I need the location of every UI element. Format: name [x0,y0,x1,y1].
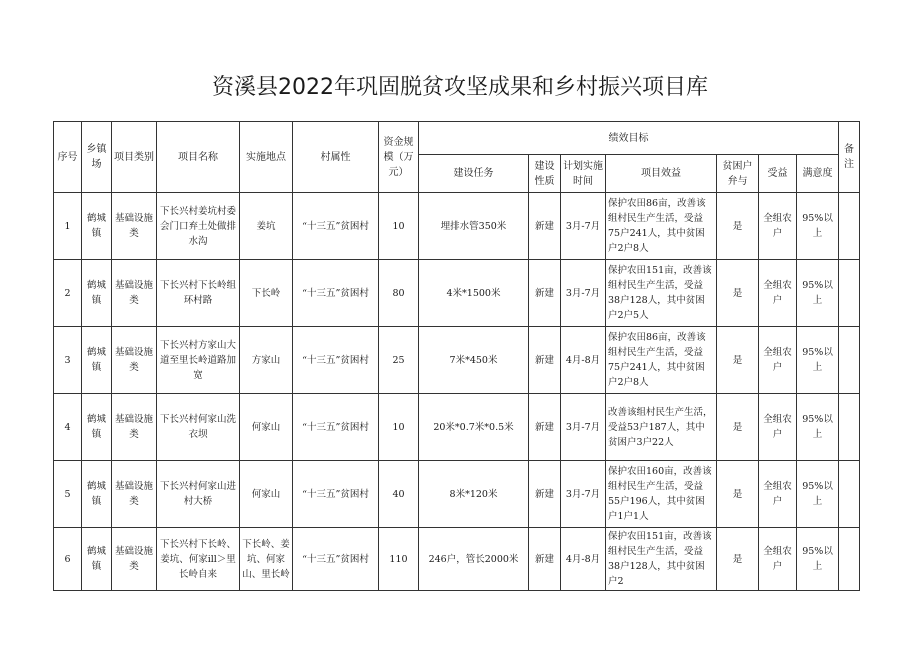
cell-name: 下长兴村方家山大道至里长岭道路加宽 [157,327,240,394]
cell-category: 基础设施类 [112,193,157,260]
table-row [54,461,860,528]
cell-schedule: 3月-7月 [561,193,606,260]
cell-schedule: 4月-8月 [561,528,606,591]
header-satisfaction: 满意度 [797,155,839,193]
cell-town: 鹤城镇 [82,327,112,394]
cell-task: 埋排水管350米 [419,193,529,260]
cell-town: 鹤城镇 [82,260,112,327]
cell-benefit: 保护农田151亩，改善该组村民生产生活，受益38户128人，其中贫困户2户5人 [606,260,717,327]
cell-funds: 110 [379,528,419,591]
header-name: 项目名称 [157,122,240,193]
header-category: 项目类别 [112,122,157,193]
cell-location: 姜坑 [240,193,293,260]
cell-poor: 是 [717,461,759,528]
cell-beneficiary: 全组农户 [759,394,797,461]
table-row [54,394,860,461]
cell-village-attr: “十三五”贫困村 [293,260,379,327]
project-table [53,121,860,591]
cell-satisfaction: 95%以上 [797,528,839,591]
page-title: 资溪县2022年巩固脱贫攻坚成果和乡村振兴项目库 [212,75,708,100]
cell-task: 246户，管长2000米 [419,528,529,591]
cell-remarks [839,394,860,461]
cell-satisfaction: 95%以上 [797,327,839,394]
cell-satisfaction: 95%以上 [797,193,839,260]
header-benefit: 项目效益 [606,155,717,193]
cell-funds: 40 [379,461,419,528]
cell-category: 基础设施类 [112,327,157,394]
cell-category: 基础设施类 [112,394,157,461]
cell-beneficiary: 全组农户 [759,260,797,327]
cell-poor: 是 [717,394,759,461]
header-funds: 资金规模（万元） [379,122,419,193]
cell-location: 下长岭 [240,260,293,327]
cell-category: 基础设施类 [112,461,157,528]
table-row [54,528,860,591]
cell-village-attr: “十三五”贫困村 [293,394,379,461]
cell-remarks [839,260,860,327]
cell-benefit: 保护农田86亩，改善该组村民生产生活，受益75户241人，其中贫困户2户8人 [606,193,717,260]
header-beneficiary: 受益 [759,155,797,193]
cell-funds: 10 [379,394,419,461]
cell-location: 何家山 [240,394,293,461]
header-goals: 绩效目标 [419,122,839,155]
header-poor-household: 贫困户弁与 [717,155,759,193]
cell-town: 鹤城镇 [82,528,112,591]
cell-poor: 是 [717,528,759,591]
cell-poor: 是 [717,327,759,394]
cell-category: 基础设施类 [112,528,157,591]
cell-name: 下长兴村下长岭组环村路 [157,260,240,327]
cell-village-attr: “十三五”贫困村 [293,327,379,394]
cell-benefit: 保护农田151亩，改善该组村民生产生活，受益38户128人，其中贫困户2 [606,528,717,591]
cell-satisfaction: 95%以上 [797,461,839,528]
cell-funds: 25 [379,327,419,394]
header-seq: 序号 [54,122,82,193]
cell-nature: 新建 [529,461,561,528]
cell-seq: 4 [54,394,82,461]
cell-schedule: 3月-7月 [561,394,606,461]
cell-satisfaction: 95%以上 [797,260,839,327]
cell-seq: 2 [54,260,82,327]
table-row [54,193,860,260]
table-row [54,260,860,327]
cell-poor: 是 [717,193,759,260]
cell-location: 下长岭、姜坑、何家山、里长岭 [240,528,293,591]
cell-benefit: 改善该组村民生产生活，受益53户187人，其中贫困户3户22人 [606,394,717,461]
cell-location: 方家山 [240,327,293,394]
cell-benefit: 保护农田86亩，改善该组村民生产生活，受益75户241人，其中贫困户2户8人 [606,327,717,394]
cell-nature: 新建 [529,327,561,394]
cell-beneficiary: 全组农户 [759,461,797,528]
cell-name: 下长兴村下长岭、姜坑、何家ill＞里长岭自来 [157,528,240,591]
cell-town: 鹤城镇 [82,394,112,461]
cell-beneficiary: 全组农户 [759,327,797,394]
cell-benefit: 保护农田160亩，改善该组村民生产生活，受益55户196人，其中贫困户1户1人 [606,461,717,528]
cell-town: 鹤城镇 [82,461,112,528]
cell-beneficiary: 全组农户 [759,528,797,591]
cell-beneficiary: 全组农户 [759,193,797,260]
cell-schedule: 4月-8月 [561,327,606,394]
cell-funds: 10 [379,193,419,260]
cell-task: 7米*450米 [419,327,529,394]
header-row [54,122,860,155]
cell-village-attr: “十三五”贫困村 [293,528,379,591]
cell-name: 下长兴村姜坑村委会门口弃土处做排水沟 [157,193,240,260]
cell-task: 20米*0.7米*0.5米 [419,394,529,461]
cell-task: 8米*120米 [419,461,529,528]
cell-category: 基础设施类 [112,260,157,327]
cell-seq: 6 [54,528,82,591]
cell-remarks [839,193,860,260]
cell-name: 下长兴村何家山进村大桥 [157,461,240,528]
cell-remarks [839,461,860,528]
cell-seq: 3 [54,327,82,394]
header-nature: 建设性质 [529,155,561,193]
cell-schedule: 3月-7月 [561,461,606,528]
cell-task: 4米*1500米 [419,260,529,327]
cell-seq: 1 [54,193,82,260]
cell-village-attr: “十三五”贫困村 [293,193,379,260]
cell-schedule: 3月-7月 [561,260,606,327]
cell-poor: 是 [717,260,759,327]
cell-location: 何家山 [240,461,293,528]
header-village-attr: 村属性 [293,122,379,193]
cell-nature: 新建 [529,528,561,591]
cell-name: 下长兴村何家山洗衣坝 [157,394,240,461]
header-schedule: 计划实施时间 [561,155,606,193]
cell-town: 鹤城镇 [82,193,112,260]
header-remarks: 备注 [839,122,860,193]
cell-nature: 新建 [529,260,561,327]
header-task: 建设任务 [419,155,529,193]
cell-funds: 80 [379,260,419,327]
cell-seq: 5 [54,461,82,528]
cell-nature: 新建 [529,394,561,461]
cell-village-attr: “十三五”贫困村 [293,461,379,528]
cell-remarks [839,528,860,591]
cell-remarks [839,327,860,394]
cell-nature: 新建 [529,193,561,260]
header-location: 实施地点 [240,122,293,193]
header-town: 乡镇场 [82,122,112,193]
table-row [54,327,860,394]
cell-satisfaction: 95%以上 [797,394,839,461]
